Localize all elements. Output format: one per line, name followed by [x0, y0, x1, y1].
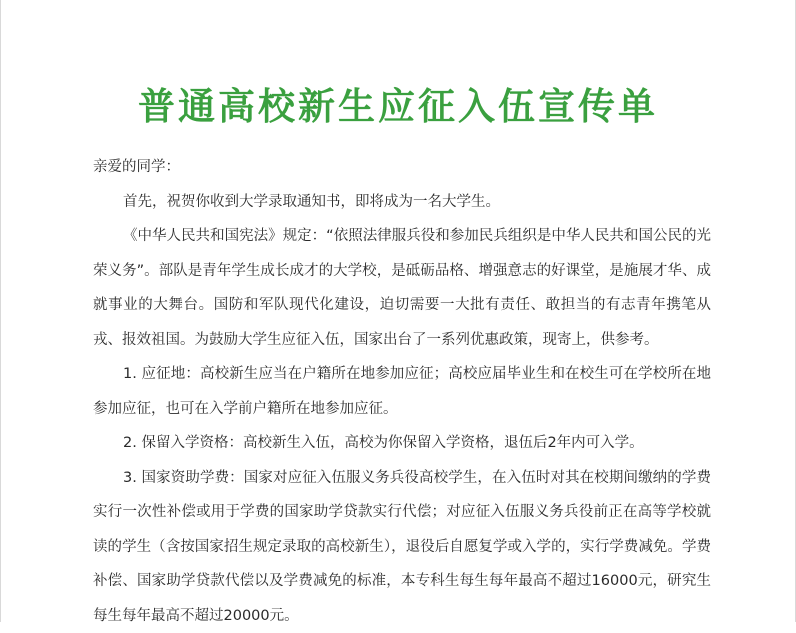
- paragraph-tuition-aid: 3. 国家资助学费：国家对应征入伍服义务兵役高校学生，在入伍时对其在校期间缴纳的学费实行一次性补偿或用于学费的国家助学贷款实行代偿；对应征入伍服义务兵役前正在高等学校就读的学生（含按国家招生规定录取的高校新生），退役后自愿复学或入学的，实行学费减免。学费补偿、国家助学贷款代偿以及学费减免的标准，本专科生每生每年最高不超过16000元，研究生每生每年最高不超过20000元。: [93, 461, 711, 633]
- paragraph-enlistment-location: 1. 应征地：高校新生应当在户籍所在地参加应征；高校应届毕业生和在校生可在学校所在地参加应征，也可在入学前户籍所在地参加应征。: [93, 357, 711, 426]
- paragraph-constitution: 《中华人民共和国宪法》规定：“依照法律服兵役和参加民兵组织是中华人民共和国公民的光荣义务”。部队是青年学生成长成才的大学校，是砥砺品格、增强意志的好课堂，是施展才华、成就事业的大舞台。国防和军队现代化建设，迫切需要一大批有责任、敢担当的有志青年携笔从戎、报效祖国。为鼓励大学生应征入伍，国家出台了一系列优惠政策，现寄上，供参考。: [93, 219, 711, 357]
- paragraph-enrollment-retention: 2. 保留入学资格：高校新生入伍，高校为你保留入学资格，退伍后2年内可入学。: [93, 426, 711, 461]
- letter-body: [93, 150, 711, 633]
- page-title: 普通高校新生应征入伍宣传单: [1, 81, 795, 131]
- paragraph-congratulations: 首先，祝贺你收到大学录取通知书，即将成为一名大学生。: [93, 185, 711, 220]
- greeting: 亲爱的同学：: [93, 150, 711, 185]
